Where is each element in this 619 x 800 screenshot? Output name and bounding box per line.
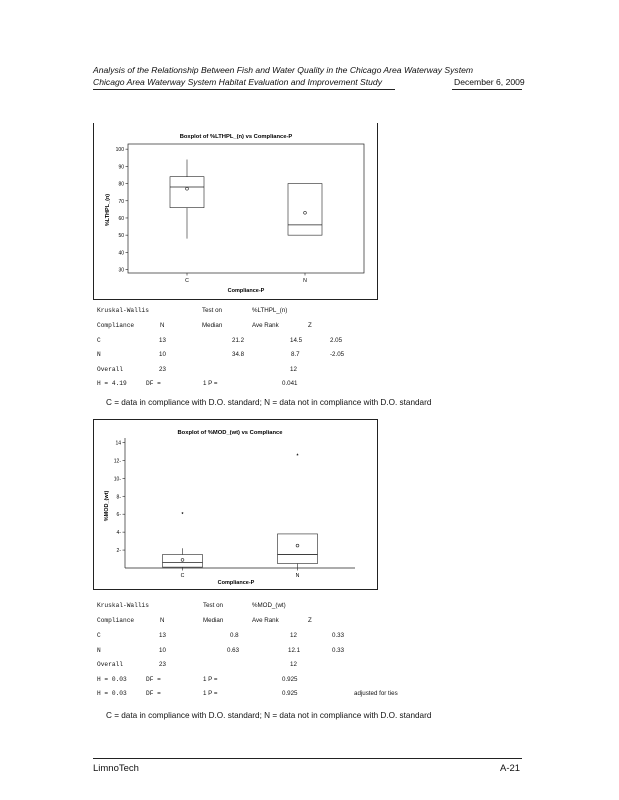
header-title-line1: Analysis of the Relationship Between Fish and Water Quality in the Chicago Area Waterway System [93, 65, 474, 75]
summary-p-value: 0.041 [282, 380, 298, 387]
summary-df: DF = [146, 690, 161, 697]
table-cell: 23 [159, 661, 166, 668]
chart2-title: Boxplot of %MOD_(wt) vs Compliance [177, 430, 283, 436]
table-cell: Overall [97, 661, 123, 668]
test2-col-z: Z [308, 617, 312, 624]
test1-col-compliance: Compliance [97, 322, 135, 329]
table-cell: 8.7 [291, 351, 300, 358]
chart2-ylabel: %MOD_(wt) [104, 490, 110, 522]
outlier-marker: * [181, 512, 184, 519]
table-cell: 23 [159, 366, 166, 373]
chart1-ytick-label: 90 [118, 164, 124, 171]
test2-variable: %MOD_(wt) [252, 602, 286, 609]
figure1-frame-left [93, 123, 94, 299]
summary-df: DF = [146, 676, 161, 683]
chart2-ytick-label: 12- [113, 458, 121, 465]
test1-col-averank: Ave Rank [252, 322, 279, 329]
chart1-ytick-label: 50 [118, 233, 124, 240]
chart2-category-label: N [295, 573, 300, 579]
table-cell: 12 [290, 366, 297, 373]
chart1-ytick-label: 30 [118, 267, 124, 274]
footer-company: LimnoTech [93, 763, 139, 774]
table-cell: N [97, 647, 101, 654]
chart1-category-label: C [185, 278, 189, 284]
table-cell: 14.5 [290, 337, 303, 344]
figure1-frame-bottom [93, 299, 378, 300]
footer-rule [93, 758, 522, 759]
box [170, 177, 204, 208]
mean-marker [296, 544, 299, 547]
test2-col-averank: Ave Rank [252, 617, 279, 624]
chart2-box-N [278, 454, 318, 579]
header-title-line2: Chicago Area Waterway System Habitat Evaluation and Improvement Study [93, 77, 382, 87]
chart2-category-label: C [180, 573, 185, 579]
chart1-xlabel: Compliance-P [227, 288, 265, 294]
chart1-plot-area [128, 144, 364, 273]
table-cell: 13 [159, 337, 166, 344]
caption-2: C = data in compliance with D.O. standard; N = data not in compliance with D.O. standard [106, 711, 432, 720]
figure2-frame-right [377, 419, 378, 589]
test2-col-compliance: Compliance [97, 617, 135, 624]
summary-h: H = 0.03 [97, 690, 127, 697]
chart1-ytick-label: 100 [115, 147, 124, 154]
header-date: December 6, 2009 [454, 77, 525, 87]
mean-marker [181, 559, 184, 562]
chart2-ytick-label: 14 [115, 440, 121, 447]
test2-title: Kruskal-Wallis [97, 602, 149, 609]
chart2-ytick-label: 2- [116, 548, 121, 555]
table-cell: -2.05 [330, 351, 345, 358]
test2-col-median: Median [203, 617, 224, 624]
test2-col-n: N [160, 617, 165, 624]
summary-p: 1 P = [203, 690, 218, 697]
chart2-ytick-label: 8- [116, 494, 121, 501]
table-cell: 10 [159, 351, 166, 358]
chart2-ytick-label: 6- [116, 512, 121, 519]
figure1-frame-right [377, 123, 378, 299]
boxplot-chart-2 [95, 421, 377, 588]
adjusted-for-ties-note: adjusted for ties [354, 690, 398, 697]
test1-title: Kruskal-Wallis [97, 307, 149, 314]
chart2-ytick-label: 4- [116, 530, 121, 537]
chart2-xlabel: Compliance-P [217, 580, 255, 586]
test1-variable: %LTHPL_(n) [252, 307, 288, 314]
table-cell: 0.33 [332, 632, 345, 639]
chart1-box-C [170, 159, 204, 284]
chart1-ytick-label: 70 [118, 198, 124, 205]
table-cell: 12 [290, 632, 297, 639]
table-cell: 12 [290, 661, 297, 668]
table-cell: Overall [97, 366, 123, 373]
summary-p: 1 P = [203, 676, 218, 683]
summary-p-value: 0.925 [282, 676, 298, 683]
table-cell: C [97, 337, 101, 344]
mean-marker [186, 187, 189, 190]
table-cell: C [97, 632, 101, 639]
figure2-frame-bottom [93, 589, 378, 590]
summary-h: H = 4.19 [97, 380, 127, 387]
test1-test-on: Test on [202, 307, 222, 314]
chart1-category-label: N [303, 278, 307, 284]
chart1-ytick-label: 80 [118, 181, 124, 188]
summary-p-value: 0.925 [282, 690, 298, 697]
table-cell: 2.05 [330, 337, 343, 344]
figure2-frame-left [93, 419, 94, 589]
chart1-ytick-label: 60 [118, 215, 124, 222]
table-cell: 0.63 [227, 647, 240, 654]
header-rule-right [452, 89, 522, 90]
mean-marker [304, 211, 307, 214]
test1-col-n: N [160, 322, 165, 329]
outlier-marker: * [296, 453, 299, 460]
summary-p: 1 P = [203, 380, 218, 387]
chart2-box-C [163, 512, 203, 579]
boxplot-chart-1 [95, 126, 377, 298]
figure2-frame-top [93, 419, 378, 420]
caption-1: C = data in compliance with D.O. standard; N = data not in compliance with D.O. standard [106, 398, 432, 407]
chart1-ytick-label: 40 [118, 250, 124, 257]
box [278, 534, 318, 564]
table-cell: 0.33 [332, 647, 345, 654]
table-cell: 13 [159, 632, 166, 639]
table-cell: 12.1 [288, 647, 301, 654]
test2-test-on: Test on [203, 602, 223, 609]
table-cell: 34.8 [232, 351, 245, 358]
table-cell: 10 [159, 647, 166, 654]
test1-col-median: Median [202, 322, 223, 329]
chart2-ytick-label: 10- [113, 476, 121, 483]
footer-page-number: A-21 [500, 763, 521, 774]
box [163, 555, 203, 568]
summary-h: H = 0.03 [97, 676, 127, 683]
chart1-box-N [288, 184, 322, 284]
summary-df: DF = [146, 380, 161, 387]
chart1-title: Boxplot of %LTHPL_(n) vs Compliance-P [179, 134, 293, 140]
test1-col-z: Z [308, 322, 312, 329]
table-cell: N [97, 351, 101, 358]
table-cell: 21.2 [232, 337, 245, 344]
box [288, 184, 322, 236]
header-rule-left [93, 89, 395, 90]
chart1-ylabel: %LTHPL_(n) [105, 193, 111, 227]
table-cell: 0.8 [230, 632, 239, 639]
